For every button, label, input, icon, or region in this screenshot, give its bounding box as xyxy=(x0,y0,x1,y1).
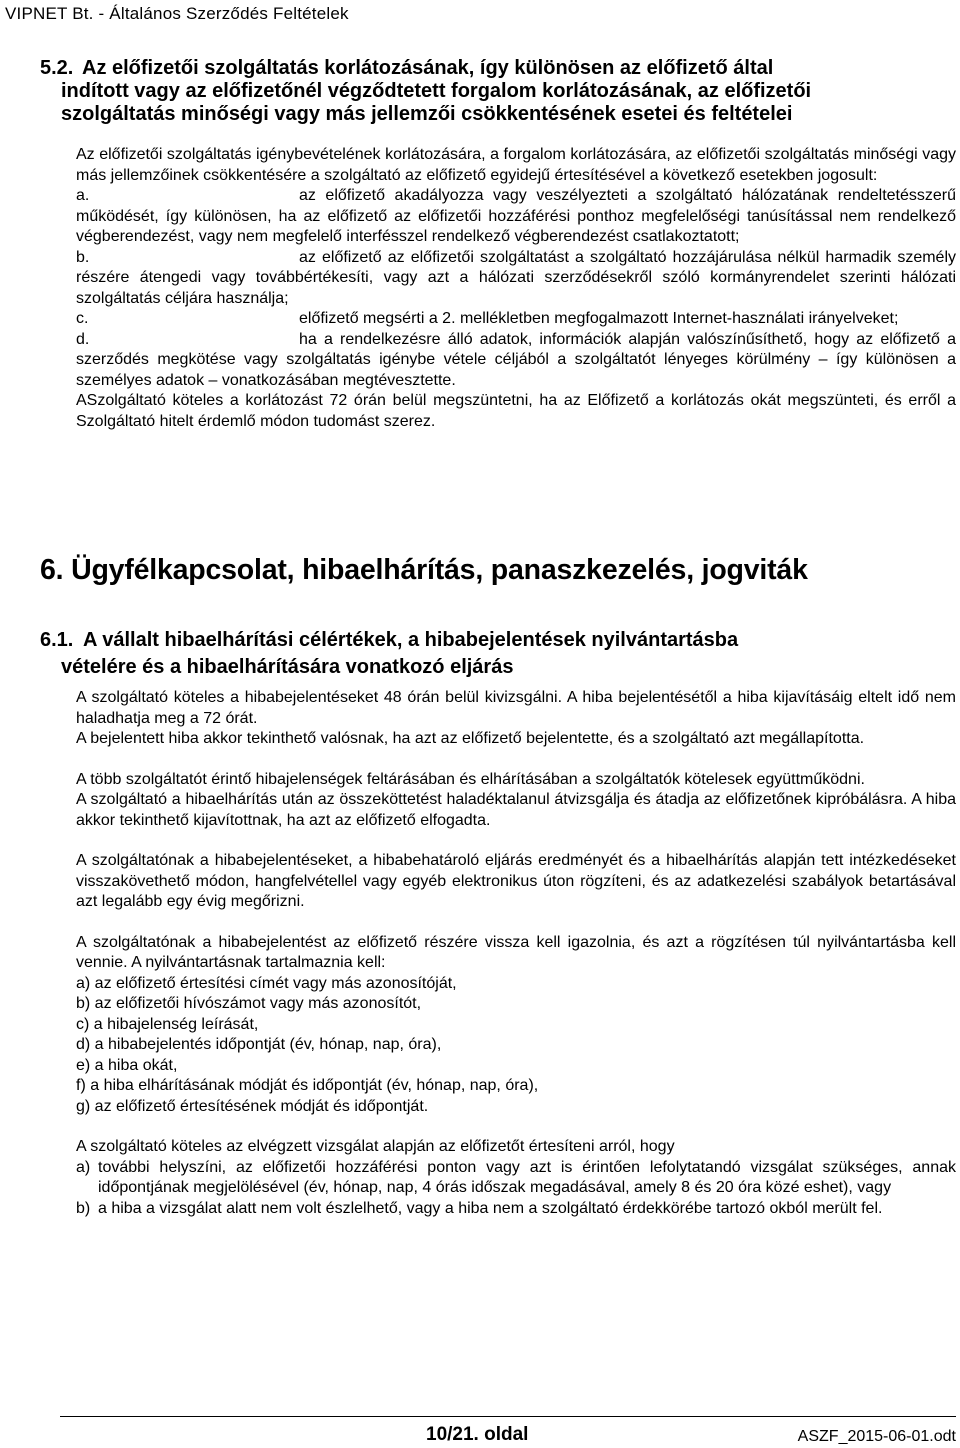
footer-filename: ASZF_2015-06-01.odt xyxy=(797,1428,956,1445)
list-item xyxy=(76,186,956,248)
list-text: az előfizető az előfizetői szolgáltatást a szolgáltató hozzájárulása nélkül harmadik személy részére átengedi vagy továbbértékesíti, vagy azt a hálózati szerződésekről szóló kormányrendelet szerinti hálózati szolgáltatás céljára használja; xyxy=(76,248,956,307)
section-number: 5.2. xyxy=(40,57,74,79)
section-number: 6.1. xyxy=(40,629,74,651)
register-item: d) a hibabejelentés időpontját (év, hónap, nap, óra), xyxy=(76,1036,442,1053)
list-marker: a. xyxy=(76,187,90,204)
paragraph: A szolgáltatónak a hibabejelentést az előfizető részére vissza kell igazolnia, és azt a rögzítésen túl nyilvántartásba kell vennie. A nyilvántartásnak tartalmaznia kell: xyxy=(76,933,956,971)
list-text: az előfizető akadályozza vagy veszélyezteti a szolgáltató hálózatának rendeltetésszerű működését, így különösen, ha az előfizető az előfizetői hozzáférési ponthoz megfelelőségi tanúsítással nem rendelkező végberendezést, vagy nem megfelelő interfésszel rendelkező végberendezést csatlakoztatott; xyxy=(76,187,956,245)
list-item xyxy=(76,330,956,392)
spacer xyxy=(76,831,956,851)
list-marker: a) xyxy=(76,1158,91,1176)
paragraph: A bejelentett hiba akkor tekinthető valósnak, ha azt az előfizető bejelentette, és a szolgáltató azt megállapította. xyxy=(76,730,865,747)
chapter-6-title: 6. Ügyfélkapcsolat, hibaelhárítás, panaszkezelés, jogviták xyxy=(40,554,808,586)
section-title-line1: A vállalt hibaelhárítási célértékek, a hibabejelentések nyilvántartásba xyxy=(83,629,739,651)
notify-item xyxy=(76,1158,956,1199)
list-text: ha a rendelkezésre álló adatok, információk alapján valószínűsíthető, hogy az előfizető a szerződés megkötése vagy szolgáltatás igénybe vétele céljából a szolgáltatót lényeges körülmény – így különösen a személyes adatok – vonatkozásában megtévesztette. xyxy=(76,330,956,389)
section-5-2-body xyxy=(76,145,956,432)
register-item: c) a hibajelenség leírását, xyxy=(76,1015,259,1033)
register-item: b) az előfizetői hívószámot vagy más azonosítót, xyxy=(76,995,422,1012)
closing-paragraph: ASzolgáltató köteles a korlátozást 72 órán belül megszüntetni, ha az Előfizető a korlátozás okát megszünteti, és erről a Szolgáltató hitelt érdemlő módon tudomást szerez. xyxy=(76,392,956,430)
list-marker: b. xyxy=(76,248,90,266)
list-text: további helyszíni, az előfizetői hozzáférési ponton vagy azt is érintően lefolytatandó vizsgálat szükséges, annak időpontjának megjelölésével (év, hónap, nap, 4 órás időszak megadásával, amely 8 és 20 óra közé eshet), vagy xyxy=(98,1158,956,1196)
document-header: VIPNET Bt. - Általános Szerződés Feltételek xyxy=(5,4,349,23)
section-title-line1: Az előfizetői szolgáltatás korlátozásának, így különösen az előfizető által xyxy=(82,57,774,79)
list-marker: c. xyxy=(76,310,89,327)
spacer xyxy=(76,913,956,933)
register-item: e) a hiba okát, xyxy=(76,1056,178,1074)
list-item xyxy=(76,248,956,310)
page-number: 10/21. oldal xyxy=(426,1424,529,1445)
register-item: g) az előfizető értesítésének módját és időpontját. xyxy=(76,1097,429,1115)
footer-divider xyxy=(60,1416,956,1417)
list-marker: d. xyxy=(76,330,90,348)
intro-paragraph: Az előfizetői szolgáltatás igénybevételének korlátozására, a forgalom korlátozására, az előfizetői szolgáltatás minőségi vagy más jellemzőinek csökkentésére a szolgáltató az előfizető egyidejű értesítésével a következő esetekben jogosult: xyxy=(76,146,956,184)
section-title-rest: vételére és a hibaelhárítására vonatkozó eljárás xyxy=(61,656,514,678)
paragraph: A szolgáltató köteles a hibabejelentéseket 48 órán belül kivizsgálni. A hiba bejelentésétől a hiba kijavításáig eltelt idő nem haladhatja meg a 72 órát. xyxy=(76,689,956,727)
paragraph: A több szolgáltatót érintő hibajelenségek feltárásában és elhárításában a szolgáltatók kötelesek együttműködni. xyxy=(76,770,865,788)
section-6-1-heading xyxy=(40,627,940,681)
spacer xyxy=(76,750,956,770)
section-5-2-heading xyxy=(40,57,920,126)
register-item: a) az előfizető értesítési címét vagy más azonosítóját, xyxy=(76,974,457,992)
paragraph: A szolgáltatónak a hibabejelentéseket, a hibabehatároló eljárás eredményét és a hibaelhárítás alapján tett intézkedéseket visszakövethető módon, hangfelvétellel vagy egyéb elektronikus úton rögzíteni, és az adatkezelési szabályok betartásával azt legalább egy évig megőrizni. xyxy=(76,852,956,910)
register-item: f) a hiba elhárításának módját és időpontját (év, hónap, nap, óra), xyxy=(76,1077,539,1094)
list-text: előfizető megsérti a 2. mellékletben megfogalmazott Internet-használati irányelveket; xyxy=(299,310,899,327)
section-title-rest: indított vagy az előfizetőnél végződtetett forgalom korlátozásának, az előfizetői szolgáltatás minőségi vagy más jellemzői csökkentésének esetei és feltételei xyxy=(61,80,812,125)
list-marker: b) xyxy=(76,1199,91,1217)
spacer xyxy=(76,1117,956,1137)
notify-intro: A szolgáltató köteles az elvégzett vizsgálat alapján az előfizetőt értesíteni arról, hogy xyxy=(76,1138,675,1155)
list-item xyxy=(76,309,956,330)
notify-item xyxy=(76,1199,956,1220)
section-6-1-body xyxy=(76,688,956,1219)
list-text: a hiba a vizsgálat alatt nem volt észlelhető, vagy a hiba nem a szolgáltató érdekkörébe tartozó okból merült fel. xyxy=(98,1199,883,1217)
paragraph: A szolgáltató a hibaelhárítás után az összeköttetést haladéktalanul átvizsgálja és átadja az előfizetőnek kipróbálásra. A hiba akkor tekinthető kijavítottnak, ha azt az előfizető elfogadta. xyxy=(76,791,956,829)
